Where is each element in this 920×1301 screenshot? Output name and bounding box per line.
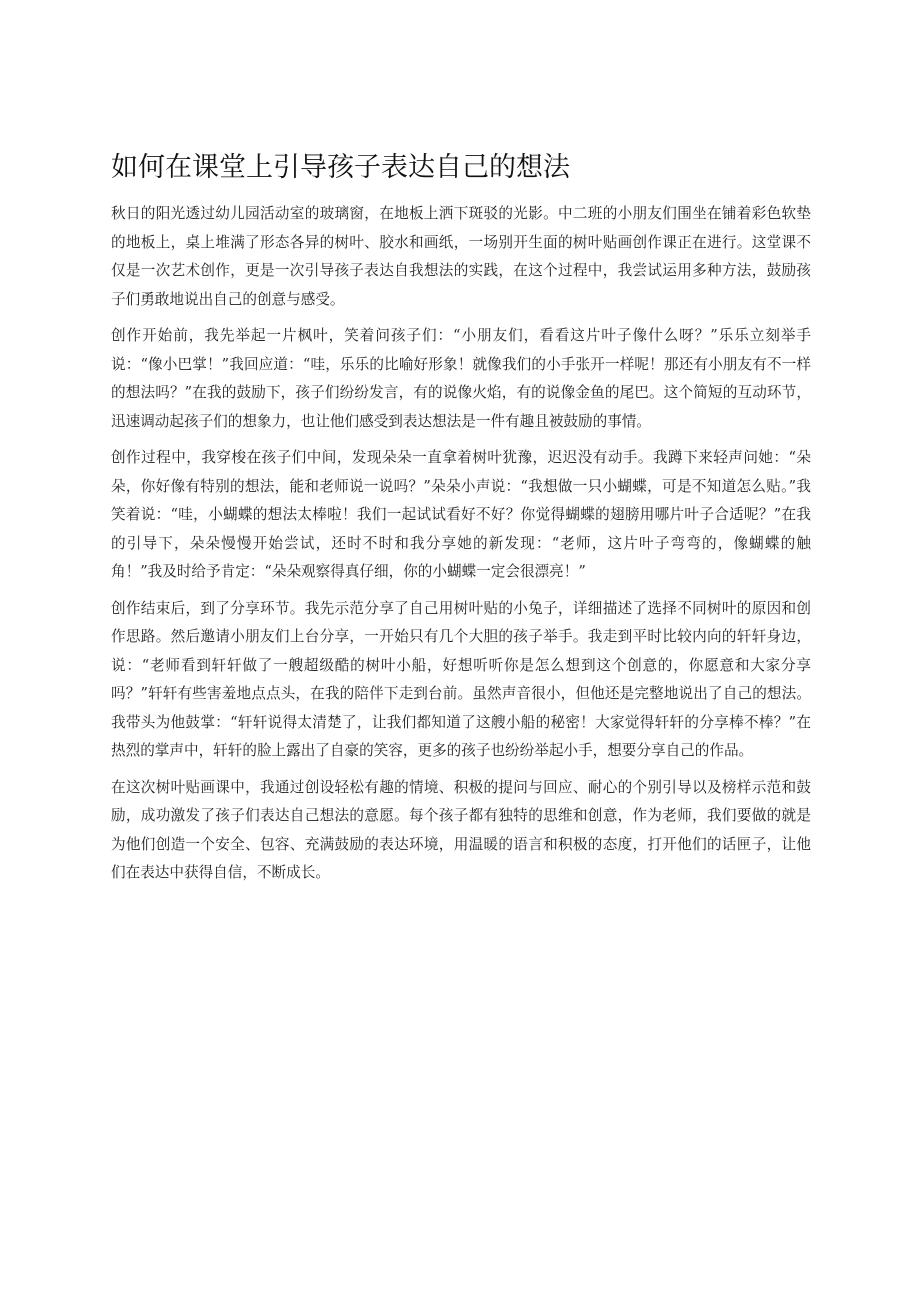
paragraph-conclusion: 在这次树叶贴画课中，我通过创设轻松有趣的情境、积极的提问与回应、耐心的个别引导以及榜样示范和鼓励，成功激发了孩子们表达自己想法的意愿。每个孩子都有独特的思维和创意，作为老师，我们要做的就是为他们创造一个安全、包容、充满鼓励的表达环境，用温暖的语言和积极的态度，打开他们的话匣子，让他们在表达中获得自信，不断成长。 <box>111 778 811 881</box>
paragraph-creation: 创作过程中，我穿梭在孩子们中间，发现朵朵一直拿着树叶犹豫，迟迟没有动手。我蹲下来轻声问她：“朵朵，你好像有特别的想法，能和老师说一说吗？”朵朵小声说：“我想做一只小蝴蝶，可是不知道怎么贴。”我笑着说：“哇，小蝴蝶的想法太棒啦！我们一起试试看好不好？你觉得蝴蝶的翅膀用哪片叶子合适呢？”在我的引导下，朵朵慢慢开始尝试，还时不时和我分享她的新发现：“老师，这片叶子弯弯的，像蝴蝶的触角！”我及时给予肯定：“朵朵观察得真仔细，你的小蝴蝶一定会很漂亮！” <box>111 449 811 580</box>
article-body <box>111 200 811 896</box>
paragraph-intro: 秋日的阳光透过幼儿园活动室的玻璃窗，在地板上洒下斑驳的光影。中二班的小朋友们围坐在铺着彩色软垫的地板上，桌上堆满了形态各异的树叶、胶水和画纸，一场别开生面的树叶贴画创作课正在进行。这堂课不仅是一次艺术创作，更是一次引导孩子表达自我想法的实践，在这个过程中，我尝试运用多种方法，鼓励孩子们勇敢地说出自己的创意与感受。 <box>111 205 811 308</box>
paragraph-warmup: 创作开始前，我先举起一片枫叶，笑着问孩子们：“小朋友们，看看这片叶子像什么呀？”乐乐立刻举手说：“像小巴掌！”我回应道：“哇，乐乐的比喻好形象！就像我们的小手张开一样呢！那还有小朋友有不一样的想法吗？”在我的鼓励下，孩子们纷纷发言，有的说像火焰，有的说像金鱼的尾巴。这个简短的互动环节，迅速调动起孩子们的想象力，也让他们感受到表达想法是一件有趣且被鼓励的事情。 <box>111 327 811 430</box>
paragraph-sharing: 创作结束后，到了分享环节。我先示范分享了自己用树叶贴的小兔子，详细描述了选择不同树叶的原因和创作思路。然后邀请小朋友们上台分享，一开始只有几个大胆的孩子举手。我走到平时比较内向的轩轩身边，说：“老师看到轩轩做了一艘超级酷的树叶小船，好想听听你是怎么想到这个创意的，你愿意和大家分享吗？”轩轩有些害羞地点点头，在我的陪伴下走到台前。虽然声音很小，但他还是完整地说出了自己的想法。我带头为他鼓掌：“轩轩说得太清楚了，让我们都知道了这艘小船的秘密！大家觉得轩轩的分享棒不棒？”在热烈的掌声中，轩轩的脸上露出了自豪的笑容，更多的孩子也纷纷举起小手，想要分享自己的作品。 <box>111 599 811 759</box>
page-title: 如何在课堂上引导孩子表达自己的想法 <box>111 152 570 183</box>
